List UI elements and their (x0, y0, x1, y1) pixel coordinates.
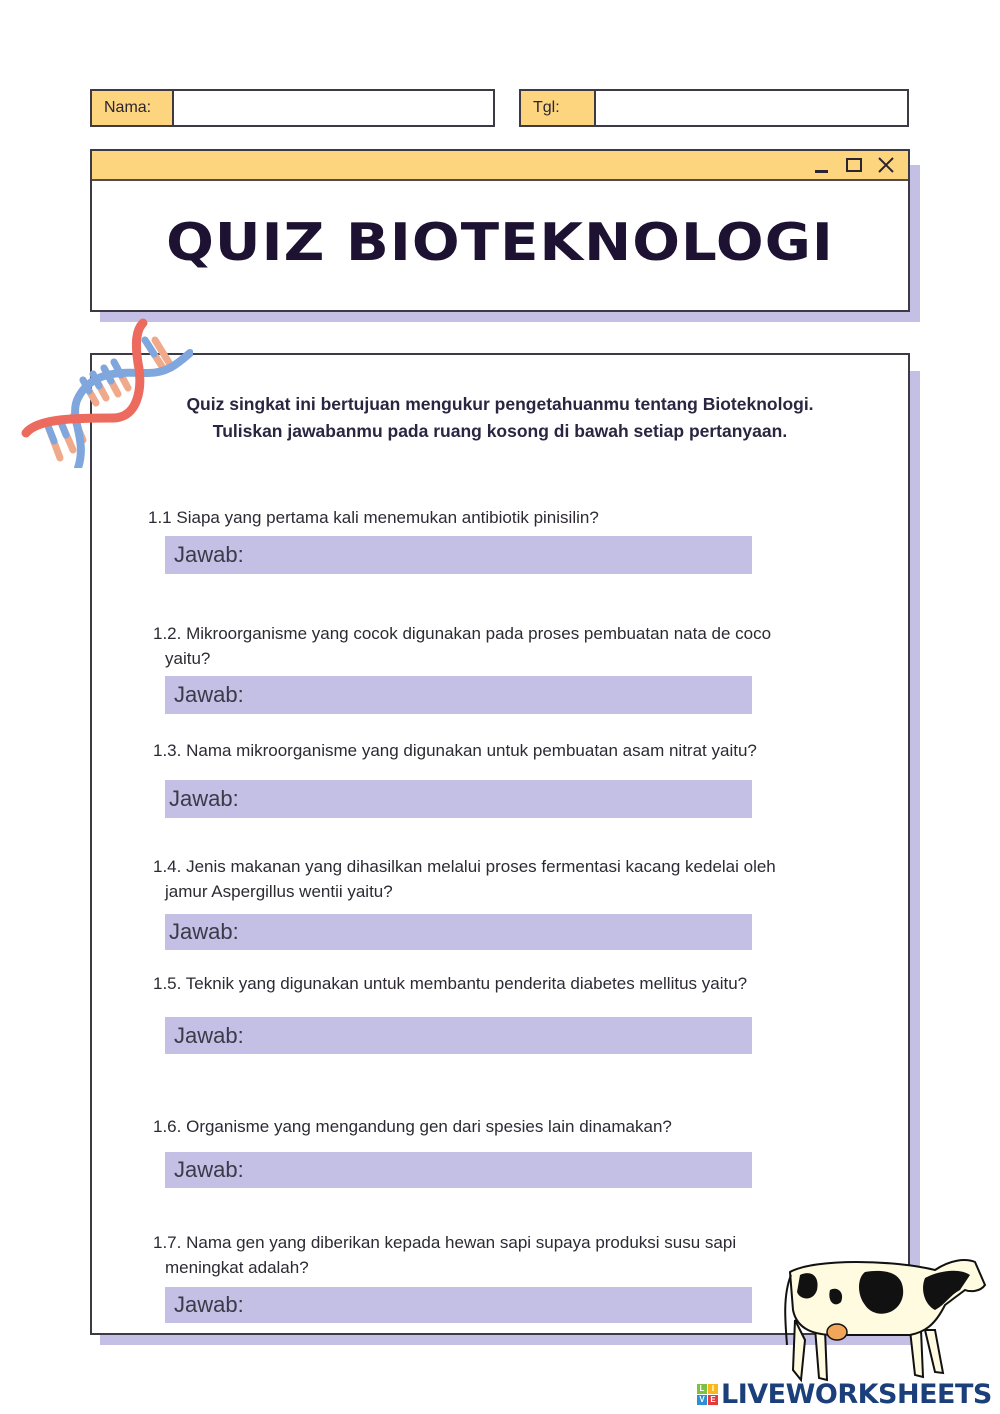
answer-placeholder: Jawab: (174, 542, 244, 567)
question-text: Nama gen yang diberikan kepada hewan sapi supaya produksi susu sapi (186, 1233, 737, 1252)
question-text-cont: meningkat adalah? (165, 1258, 309, 1277)
answer-placeholder: Jawab: (174, 1157, 244, 1182)
dna-helix-icon (18, 318, 193, 468)
answer-field-2[interactable] (165, 676, 752, 714)
question-4 (153, 854, 776, 904)
close-icon (877, 156, 895, 174)
question-number: 1.5. (153, 974, 182, 993)
question-text: Teknik yang digunakan untuk membantu penderita diabetes mellitus yaitu? (185, 974, 748, 993)
close-button[interactable] (876, 155, 896, 175)
answer-field-1[interactable] (165, 536, 752, 574)
liveworksheets-logo-icon (697, 1384, 718, 1405)
question-number: 1.4. (153, 857, 182, 876)
question-number: 1.2. (153, 624, 182, 643)
cow-illustration (775, 1250, 990, 1385)
intro-line-1: Quiz singkat ini bertujuan mengukur pengetahuanmu tentang Bioteknologi. (186, 394, 814, 414)
question-6 (153, 1114, 672, 1139)
title-window (90, 149, 910, 312)
intro-text (92, 391, 908, 445)
logo-letter: I (708, 1384, 718, 1394)
maximize-button[interactable] (844, 155, 864, 175)
question-text-cont: jamur Aspergillus wentii yaitu? (165, 882, 393, 901)
name-input[interactable] (174, 91, 493, 125)
question-number: 1.6. (153, 1117, 182, 1136)
logo-letter: E (708, 1395, 718, 1405)
brand-text: LIVEWORKSHEETS (721, 1378, 992, 1410)
answer-placeholder: Jawab: (174, 1022, 244, 1048)
answer-field-3[interactable] (165, 780, 752, 818)
date-input[interactable] (596, 91, 907, 125)
question-text: Jenis makanan yang dihasilkan melalui proses fermentasi kacang kedelai oleh (186, 857, 776, 876)
question-text: Nama mikroorganisme yang digunakan untuk pembuatan asam nitrat yaitu? (186, 741, 757, 760)
question-text: Organisme yang mengandung gen dari spesies lain dinamakan? (186, 1117, 672, 1136)
answer-field-7[interactable] (165, 1287, 752, 1323)
question-number: 1.1 (148, 508, 172, 527)
question-number: 1.7. (153, 1233, 182, 1252)
intro-line-2: Tuliskan jawabanmu pada ruang kosong di bawah setiap pertanyaan. (212, 421, 788, 441)
answer-placeholder: Jawab: (174, 1292, 244, 1317)
quiz-box (90, 353, 910, 1335)
date-label: Tgl: (521, 91, 596, 125)
question-7 (153, 1230, 736, 1280)
question-5 (153, 971, 747, 996)
answer-field-5[interactable] (165, 1017, 752, 1054)
question-3 (153, 738, 757, 763)
question-2 (153, 621, 771, 671)
minimize-button[interactable] (812, 155, 832, 175)
answer-placeholder: Jawab: (169, 919, 239, 944)
title-bar (92, 151, 908, 181)
answer-placeholder: Jawab: (174, 682, 244, 707)
minimize-icon (813, 156, 831, 174)
liveworksheets-branding (697, 1378, 992, 1410)
answer-field-6[interactable] (165, 1152, 752, 1188)
answer-placeholder: Jawab: (169, 786, 239, 811)
name-label: Nama: (92, 91, 174, 125)
question-number: 1.3. (153, 741, 182, 760)
question-text: Mikroorganisme yang cocok digunakan pada proses pembuatan nata de coco (186, 624, 772, 643)
question-1 (148, 505, 599, 530)
maximize-icon (845, 156, 863, 174)
question-text: Siapa yang pertama kali menemukan antibiotik pinisilin? (176, 508, 599, 527)
question-text-cont: yaitu? (165, 649, 211, 668)
logo-letter: L (697, 1384, 707, 1394)
answer-field-4[interactable] (165, 914, 752, 950)
logo-letter: V (697, 1395, 707, 1405)
page-title: QUIZ BIOTEKNOLOGI (166, 213, 834, 273)
date-field (519, 89, 909, 127)
name-field (90, 89, 495, 127)
